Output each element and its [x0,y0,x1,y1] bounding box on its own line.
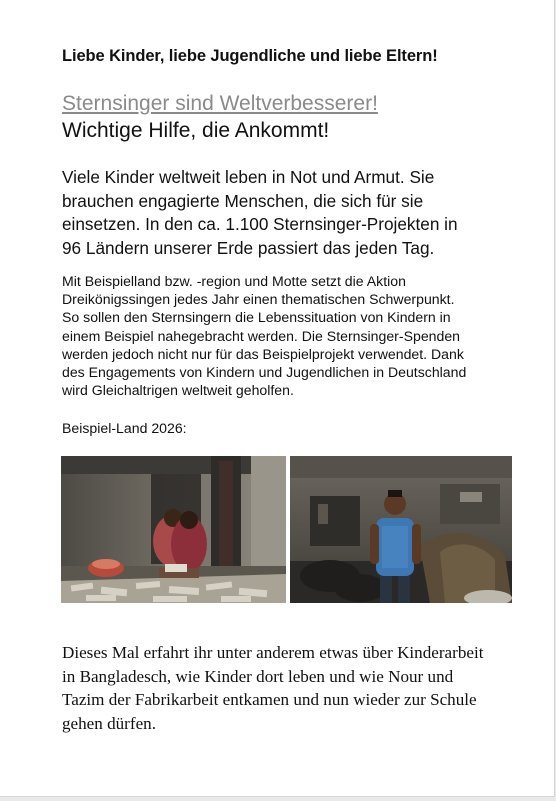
title-link[interactable]: Sternsinger sind Weltverbesserer! [62,92,378,115]
closing-line: Dieses Mal erfahrt ihr unter anderem etwas über Kinderarbeit [62,643,484,662]
greeting-heading: Liebe Kinder, liebe Jugendliche und liebe Eltern! [62,47,438,65]
closing-line: gehen dürfen. [62,713,156,733]
body-line: werden jedoch nicht nur für das Beispielprojekt verwendet. Dank [62,345,464,362]
photo-women-sorting-paper [61,456,286,603]
lead-line: brauchen engagierte Menschen, die sich für sie [62,190,424,211]
subtitle-heading: Wichtige Hilfe, die Ankommt! [62,119,330,142]
photo-boy-in-factory [290,456,512,603]
lead-line: 96 Ländern unserer Erde passiert das jeden Tag. [62,237,435,258]
body-paragraph [62,272,532,399]
closing-paragraph [62,641,532,735]
body-line: So sollen den Sternsingern die Lebenssituation von Kindern in [62,309,451,326]
body-line: Mit Beispielland bzw. -region und Motte setzt die Aktion [62,273,406,289]
body-line: Dreikönigssingen jedes Jahr einen thematischen Schwerpunkt. [62,291,455,308]
body-line: einem Beispiel nahegebracht werden. Die Sternsinger-Spenden [62,327,461,344]
country-label: Beispiel-Land 2026: [62,420,187,436]
closing-line: Tazim der Fabrikarbeit entkamen und nun wieder zur Schule [62,690,477,710]
lead-paragraph [62,166,512,260]
body-line: wird Gleichaltrigen weltweit geholfen. [62,382,294,399]
lead-line: einsetzen. In den ca. 1.100 Sternsinger-Projekten in [62,214,458,234]
lead-line: Viele Kinder weltweit leben in Not und Armut. Sie [62,167,435,187]
closing-line: in Bangladesch, wie Kinder dort leben und wie Nour und [62,666,454,686]
body-line: des Engagements von Kindern und Jugendlichen in Deutschland [62,364,467,381]
